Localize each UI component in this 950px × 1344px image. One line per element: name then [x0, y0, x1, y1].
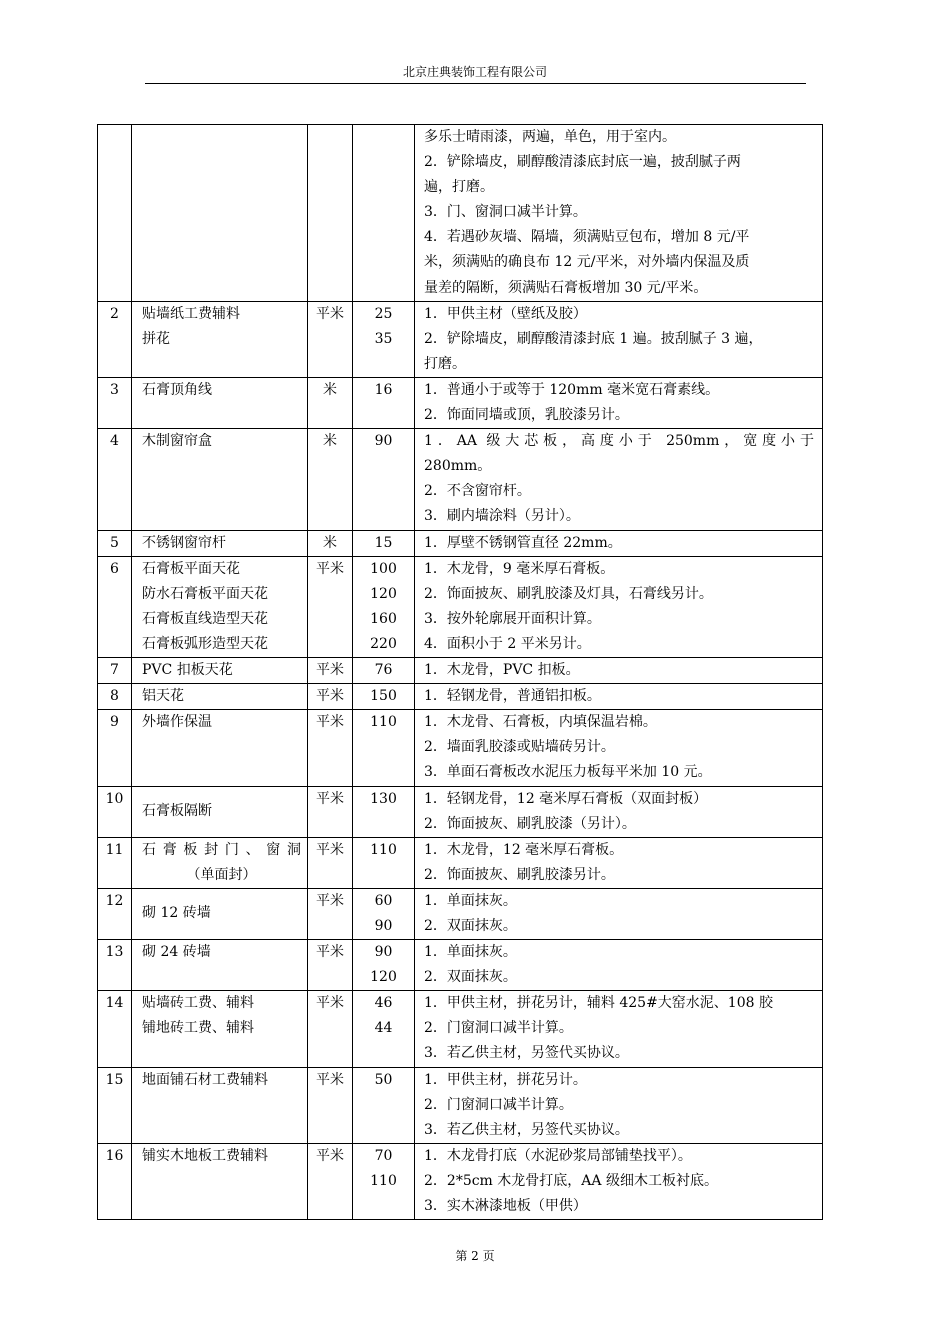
- item-price: [353, 888, 415, 939]
- item-unit-text: 平米: [316, 790, 344, 807]
- item-description-line: 4．若遇砂灰墙、隔墙，须满贴豆包布，增加 8 元/平: [424, 229, 750, 246]
- item-unit-text: 米: [323, 381, 337, 398]
- item-unit-text: 平米: [316, 560, 344, 577]
- item-description: [415, 786, 823, 837]
- table-row: [98, 684, 823, 710]
- item-name-line: 外墙作保温: [142, 714, 212, 731]
- item-unit-text: 平米: [316, 1071, 344, 1088]
- item-unit: [308, 301, 353, 377]
- item-name: [132, 991, 308, 1067]
- item-price: [353, 786, 415, 837]
- item-description-line: 1．轻钢龙骨，12 毫米厚石膏板（双面封板）: [424, 790, 708, 807]
- item-unit-text: 米: [323, 433, 337, 450]
- item-name-line: 拼花: [142, 330, 170, 347]
- item-price: [353, 940, 415, 991]
- item-unit: [308, 710, 353, 786]
- item-price: [353, 991, 415, 1067]
- item-number-text: 12: [105, 892, 124, 909]
- item-description-line: 量差的隔断，须满贴石膏板增加 30 元/平米。: [424, 279, 708, 296]
- item-name: [132, 1067, 308, 1143]
- item-price-value: 120: [370, 585, 397, 602]
- item-description-line: 1．甲供主材（壁纸及胶）: [424, 305, 587, 322]
- item-price: [353, 837, 415, 888]
- item-name-line: （单面封）: [186, 866, 257, 883]
- item-description-line: 2．不含窗帘杆。: [424, 483, 531, 500]
- item-name-line: 防水石膏板平面天花: [142, 585, 268, 602]
- item-description-line: 4．面积小于 2 平米另计。: [424, 635, 591, 652]
- quote-table: [97, 124, 823, 1220]
- item-name-line: 贴墙砖工费、辅料: [142, 995, 254, 1012]
- item-name-line: 砌 24 砖墙: [142, 944, 211, 961]
- table-row: [98, 530, 823, 556]
- item-unit-text: [308, 125, 352, 150]
- item-description: [415, 377, 823, 428]
- item-description-line: 多乐士晴雨漆，两遍，单色，用于室内。: [424, 129, 676, 145]
- item-name: [132, 301, 308, 377]
- item-unit: [308, 786, 353, 837]
- item-unit: [308, 684, 353, 710]
- item-unit: [308, 1143, 353, 1219]
- item-description-line: 1．木龙骨打底（水泥砂浆局部铺垫找平）。: [424, 1147, 692, 1164]
- item-name-line: 木制窗帘盒: [142, 433, 212, 450]
- item-description: [415, 1067, 823, 1143]
- quote-table-body: [98, 125, 823, 1220]
- item-name: [132, 710, 308, 786]
- item-unit-text: 平米: [316, 995, 344, 1012]
- item-description-line: 3．门、窗洞口减半计算。: [424, 204, 587, 221]
- item-description-line: 3．若乙供主材，另签代买协议。: [424, 1045, 629, 1062]
- item-number: [98, 429, 132, 530]
- item-number: [98, 888, 132, 939]
- item-price: [353, 556, 415, 657]
- item-price: [353, 301, 415, 377]
- item-description: [415, 530, 823, 556]
- item-description-line: 2．双面抹灰。: [424, 969, 517, 986]
- item-price: [353, 429, 415, 530]
- item-price-value: 90: [374, 918, 393, 934]
- item-description-line: 2．门窗洞口减半计算。: [424, 1020, 573, 1037]
- item-description: [415, 556, 823, 657]
- item-price-value: 130: [370, 790, 397, 807]
- item-description-line: 1．木龙骨，PVC 扣板。: [424, 662, 580, 679]
- item-number-text: 6: [110, 560, 119, 577]
- item-unit: [308, 940, 353, 991]
- item-number: [98, 530, 132, 556]
- item-number-text: 7: [110, 662, 119, 679]
- item-description-line: 280mm。: [424, 458, 492, 475]
- item-description-line: 2．双面抹灰。: [424, 918, 517, 934]
- item-name-line: 铝天花: [142, 688, 184, 705]
- table-row: [98, 125, 823, 302]
- item-description: [415, 710, 823, 786]
- item-description-line: 2．门窗洞口减半计算。: [424, 1096, 573, 1113]
- item-unit-text: 平米: [316, 305, 344, 322]
- item-number-text: 11: [105, 841, 124, 858]
- item-number: [98, 710, 132, 786]
- table-row: [98, 786, 823, 837]
- item-number-text: 4: [110, 433, 119, 450]
- item-description-line: 1．轻钢龙骨，普通铝扣板。: [424, 688, 601, 705]
- item-price-value: 15: [374, 534, 393, 551]
- item-price: [353, 125, 415, 302]
- item-name: [132, 940, 308, 991]
- page-number: 第 2 页: [455, 1249, 495, 1263]
- item-name: [132, 837, 308, 888]
- item-description-line: 3．按外轮廓展开面积计算。: [424, 610, 601, 627]
- table-row: [98, 888, 823, 939]
- item-price-value: 46: [374, 995, 393, 1012]
- item-price: [353, 1067, 415, 1143]
- item-unit-text: 米: [323, 534, 337, 551]
- item-description-line: 1．木龙骨、石膏板，内填保温岩棉。: [424, 714, 657, 731]
- item-description-line: 2．饰面同墙或顶，乳胶漆另计。: [424, 407, 629, 424]
- item-price: [353, 530, 415, 556]
- item-number: [98, 684, 132, 710]
- header-rule: [145, 83, 806, 84]
- item-description-line: 1．AA 级大芯板，高度小于 250mm，宽度小于: [424, 433, 814, 450]
- item-name: [132, 786, 308, 837]
- item-description: [415, 940, 823, 991]
- table-row: [98, 1143, 823, 1219]
- item-name: [132, 530, 308, 556]
- item-number: [98, 786, 132, 837]
- item-description-line: 遍，打磨。: [424, 179, 494, 196]
- item-description: [415, 684, 823, 710]
- item-name-line: 石膏顶角线: [142, 381, 212, 398]
- item-number: [98, 556, 132, 657]
- item-description-line: 2．墙面乳胶漆或贴墙砖另计。: [424, 739, 615, 756]
- item-name: [132, 658, 308, 684]
- item-description-line: 2．铲除墙皮，刷醇酸清漆底封底一遍，披刮腻子两: [424, 154, 741, 171]
- item-number-text: 3: [110, 381, 119, 398]
- item-price-value: 90: [374, 944, 393, 961]
- item-unit: [308, 556, 353, 657]
- item-number-text: 2: [110, 305, 119, 322]
- item-name-line: 石膏板直线造型天花: [142, 610, 268, 627]
- item-price: [353, 684, 415, 710]
- item-unit: [308, 888, 353, 939]
- item-unit: [308, 1067, 353, 1143]
- item-description-line: 2．饰面披灰、刷乳胶漆及灯具，石膏线另计。: [424, 585, 713, 602]
- item-price: [353, 658, 415, 684]
- item-unit-text: 平米: [316, 688, 344, 705]
- item-price-value: 90: [374, 433, 393, 450]
- table-row: [98, 837, 823, 888]
- table-row: [98, 1067, 823, 1143]
- item-unit-text: 平米: [316, 662, 344, 679]
- item-number: [98, 1067, 132, 1143]
- item-name: [132, 888, 308, 939]
- item-name-line: 石膏板封门、窗洞: [142, 841, 301, 858]
- item-number: [98, 125, 132, 302]
- item-name: [132, 1143, 308, 1219]
- item-price-value: 50: [374, 1071, 393, 1088]
- item-unit-text: 平米: [316, 714, 344, 731]
- item-number-text: 10: [105, 790, 124, 807]
- item-name: [132, 556, 308, 657]
- item-number: [98, 658, 132, 684]
- table-row: [98, 556, 823, 657]
- item-number: [98, 301, 132, 377]
- item-price-value: 160: [370, 610, 397, 627]
- item-price-value: 76: [374, 662, 393, 679]
- item-number-text: [98, 125, 131, 150]
- item-number-text: 9: [110, 714, 119, 731]
- item-name-line: 铺地砖工费、辅料: [142, 1020, 254, 1037]
- item-number-text: 13: [105, 944, 124, 961]
- item-price-value: 60: [374, 892, 393, 909]
- item-description: [415, 837, 823, 888]
- table-row: [98, 991, 823, 1067]
- table-row: [98, 658, 823, 684]
- item-price-value: 110: [370, 1172, 397, 1189]
- item-name-line: 砌 12 砖墙: [142, 905, 211, 922]
- item-description-line: 1．甲供主材，拼花另计。: [424, 1071, 587, 1088]
- item-name: [132, 429, 308, 530]
- item-unit: [308, 991, 353, 1067]
- table-row: [98, 301, 823, 377]
- item-name-line: 不锈钢窗帘杆: [142, 534, 226, 551]
- item-description-line: 1．木龙骨，12 毫米厚石膏板。: [424, 841, 624, 858]
- item-name-line: 石膏板隔断: [142, 803, 212, 820]
- item-description-line: 3．若乙供主材，另签代买协议。: [424, 1121, 629, 1138]
- item-unit-text: 平米: [316, 841, 344, 858]
- item-price-value: 110: [370, 841, 397, 858]
- item-description-line: 2．2*5cm 木龙骨打底，AA 级细木工板衬底。: [424, 1172, 718, 1189]
- item-name: [132, 684, 308, 710]
- item-number-text: 15: [105, 1071, 124, 1088]
- item-price-value: 110: [370, 714, 397, 731]
- item-description: [415, 1143, 823, 1219]
- item-description-line: 2．饰面披灰、刷乳胶漆（另计）。: [424, 815, 636, 832]
- table-row: [98, 710, 823, 786]
- item-name-line: 铺实木地板工费辅料: [142, 1147, 268, 1164]
- item-description-line: 1．单面抹灰。: [424, 892, 517, 909]
- item-name-line: PVC 扣板天花: [142, 662, 233, 679]
- item-unit: [308, 658, 353, 684]
- item-number: [98, 377, 132, 428]
- item-number-text: 16: [105, 1147, 124, 1164]
- item-number-text: 5: [110, 534, 119, 551]
- page-header: 北京庄典装饰工程有限公司: [402, 65, 547, 79]
- item-description-line: 3．刷内墙涂料（另计）。: [424, 508, 580, 525]
- item-unit-text: 平米: [316, 1147, 344, 1164]
- item-name-line: 贴墙纸工费辅料: [142, 305, 240, 322]
- item-description: [415, 658, 823, 684]
- item-description-line: 1．甲供主材，拼花另计，辅料 425#大窑水泥、108 胶: [424, 995, 773, 1012]
- item-description-line: 米，须满贴的确良布 12 元/平米，对外墙内保温及质: [424, 254, 750, 271]
- item-number-text: 8: [110, 688, 119, 705]
- item-price: [353, 377, 415, 428]
- item-price: [353, 1143, 415, 1219]
- item-description: [415, 301, 823, 377]
- item-description: [415, 991, 823, 1067]
- item-price-value: 220: [370, 635, 397, 652]
- item-number: [98, 837, 132, 888]
- table-row: [98, 940, 823, 991]
- item-unit: [308, 429, 353, 530]
- item-description-line: 2．饰面披灰、刷乳胶漆另计。: [424, 866, 615, 883]
- item-number: [98, 1143, 132, 1219]
- item-name-line: 石膏板弧形造型天花: [142, 635, 268, 652]
- item-unit-text: 平米: [316, 944, 344, 961]
- item-unit-text: 平米: [316, 892, 344, 909]
- item-description-line: 打磨。: [424, 355, 466, 372]
- item-description-line: 1．木龙骨，9 毫米厚石膏板。: [424, 560, 615, 577]
- item-number-text: 14: [105, 995, 124, 1012]
- item-description: [415, 429, 823, 530]
- item-number: [98, 991, 132, 1067]
- item-description-line: 3．单面石膏板改水泥压力板每平米加 10 元。: [424, 764, 712, 781]
- item-name: [132, 377, 308, 428]
- item-price-value: 16: [374, 381, 393, 398]
- item-description: [415, 125, 823, 302]
- item-name: [132, 125, 308, 302]
- item-description-line: 3．实木淋漆地板（甲供）: [424, 1198, 587, 1215]
- item-unit: [308, 377, 353, 428]
- item-price-value: 70: [374, 1147, 393, 1164]
- item-unit: [308, 125, 353, 302]
- item-price: [353, 710, 415, 786]
- item-description-line: 2．铲除墙皮，刷醇酸清漆封底 1 遍。披刮腻子 3 遍，: [424, 330, 763, 347]
- item-description-line: 1．普通小于或等于 120mm 毫米宽石膏素线。: [424, 381, 720, 398]
- item-number: [98, 940, 132, 991]
- item-unit: [308, 837, 353, 888]
- item-price-value: 120: [370, 969, 397, 986]
- table-row: [98, 429, 823, 530]
- item-name-line: 地面铺石材工费辅料: [142, 1071, 268, 1088]
- table-row: [98, 377, 823, 428]
- item-price-value: 100: [370, 560, 397, 577]
- item-description-line: 1．厚壁不锈钢管直径 22mm。: [424, 534, 622, 551]
- item-description-line: 1．单面抹灰。: [424, 944, 517, 961]
- item-description: [415, 888, 823, 939]
- item-price-value: 35: [374, 330, 393, 347]
- item-price-value: 25: [374, 305, 393, 322]
- item-price-value: 44: [374, 1020, 393, 1037]
- item-price-value: 150: [370, 688, 397, 705]
- item-name-line: 石膏板平面天花: [142, 560, 240, 577]
- item-unit: [308, 530, 353, 556]
